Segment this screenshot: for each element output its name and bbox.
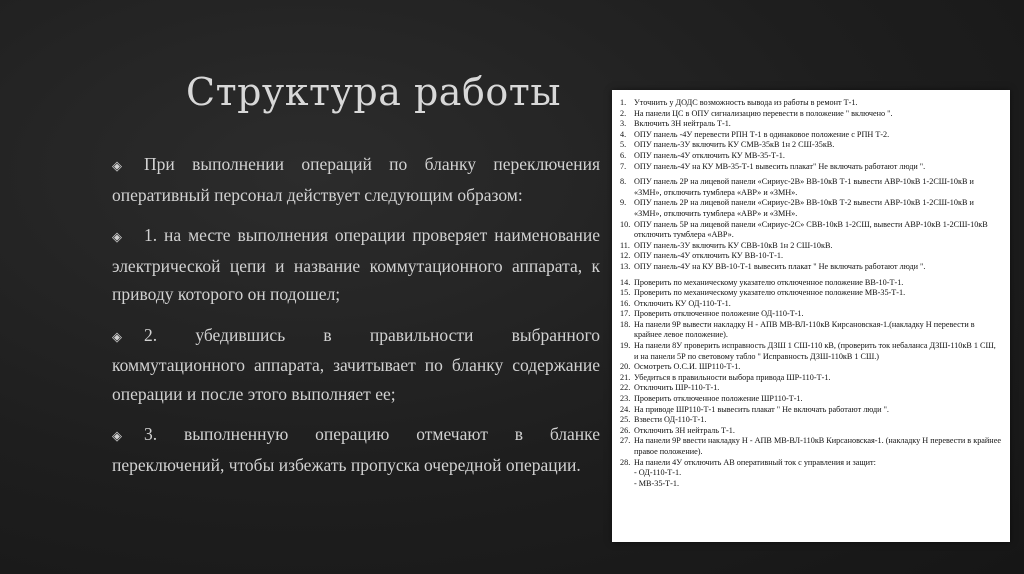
document-item-number: 17.	[620, 309, 631, 319]
document-item-text: ОПУ панель-3У включить КУ СМВ-35кВ 1н 2 СШ-35кВ.	[634, 140, 835, 150]
document-list-item	[620, 220, 1002, 241]
document-list-item	[620, 251, 1002, 262]
bullet-text: 2. убедившись в правильности выбранного коммутационного аппарата, зачитывает по бланку содержание операции и после этого выполняет ее;	[112, 324, 600, 404]
document-item-number: 25.	[620, 415, 631, 425]
document-item-text: Взвести ОД-110-Т-1.	[634, 415, 707, 425]
document-item-text: На панели 9Р ввести накладку Н - АПВ МВ-ВЛ-110кВ Кирсановская-1. (накладку Н перевести в крайнее правое положение).	[634, 436, 1001, 456]
document-list-item	[620, 394, 1002, 405]
diamond-bullet-icon: ◈	[112, 229, 122, 244]
document-item-number: 5.	[620, 140, 627, 150]
document-item-text: Отключить КУ ОД-110-Т-1.	[634, 298, 731, 308]
diamond-bullet-icon: ◈	[112, 158, 122, 173]
document-list-item	[620, 383, 1002, 394]
document-list-item	[620, 362, 1002, 373]
document-list-item	[620, 458, 1002, 469]
document-item-number	[620, 479, 634, 490]
document-list-item	[620, 278, 1002, 289]
document-list-item	[620, 262, 1002, 273]
document-item-number: 8.	[620, 177, 627, 187]
document-item-number: 24.	[620, 404, 631, 414]
document-item-text: На панели 4У отключить АВ оперативный ток с управления и защит:	[634, 457, 876, 467]
document-item-text: На панели 8У проверить исправность ДЗШ 1 СШ-110 кВ, (проверить ток небаланса ДЗШ-110кВ 1 СШ, и на панели 5Р по световому табло " Исправность ДЗШ-110кВ 1 СШ.)	[634, 341, 996, 361]
document-item-text: На панели ЦС в ОПУ сигнализацию перевести в положение " включено ".	[634, 108, 893, 118]
document-item-text: ОПУ панель -4У перевести РПН Т-1 в одинаковое положение с РПН Т-2.	[634, 129, 890, 139]
document-item-text: Осмотреть О.С.И. ШР110-Т-1.	[634, 362, 741, 372]
document-item-text: Проверить по механическому указателю отключенное положение ВВ-10-Т-1.	[634, 277, 904, 287]
bullet-text: 1. на месте выполнения операции проверяет наименование электрической цепи и название коммутационного аппарата, к приводу которого он подошел;	[112, 225, 600, 304]
document-list-item	[620, 177, 1002, 198]
document-list-item	[620, 130, 1002, 141]
document-item-number: 26.	[620, 425, 631, 435]
document-list-item	[620, 468, 1002, 479]
document-item-text: На приводе ШР110-Т-1 вывесить плакат " Не включать работают люди ".	[634, 404, 889, 414]
document-item-text: Уточнить у ДОДС возможность вывода из работы в ремонт Т-1.	[634, 98, 858, 107]
document-item-text: ОПУ панель 2Р на лицевой панели «Сириус-2В» ВВ-10кВ Т-1 вывести АВР-10кВ 1-2СШ-10кВ и «ЗМН», отключить тумблера «АВР» и «ЗМН».	[634, 177, 974, 197]
document-item-text: - МВ-35-Т-1.	[634, 478, 680, 488]
document-list-item	[620, 198, 1002, 219]
document-list-item	[620, 109, 1002, 120]
bullet-item	[112, 150, 600, 209]
bullet-item	[112, 420, 600, 479]
bullet-list	[112, 150, 600, 491]
slide-title: Структура работы	[186, 70, 561, 114]
document-list-item	[620, 162, 1002, 173]
document-item-number: 9.	[620, 198, 627, 208]
document-item-number: 18.	[620, 319, 631, 329]
document-item-number: 11.	[620, 240, 630, 250]
document-list-item	[620, 405, 1002, 416]
document-item-number: 27.	[620, 436, 631, 446]
bullet-item	[112, 321, 600, 409]
document-list-item	[620, 373, 1002, 384]
document-list-item	[620, 98, 1002, 109]
document-list-item	[620, 288, 1002, 299]
document-item-text: ОПУ панель-4У отключить КУ ВВ-10-Т-1.	[634, 251, 784, 261]
document-item-number: 19.	[620, 341, 631, 351]
document-item-number: 6.	[620, 150, 627, 160]
document-item-number: 21.	[620, 372, 631, 382]
document-item-text: Отключить ЗН нейтраль Т-1.	[634, 425, 735, 435]
document-item-text: На панели 9Р вывести накладку Н - АПВ МВ-ВЛ-110кВ Кирсановская-1.(накладку Н перевести в крайнее левое положение).	[634, 319, 975, 340]
document-item-number: 14.	[620, 277, 631, 287]
document-item-text: ОПУ панель-3У включить КУ СВВ-10кВ 1н 2 СШ-10кВ.	[634, 240, 833, 250]
document-item-number: 28.	[620, 457, 631, 467]
document-list-item	[620, 140, 1002, 151]
document-list-item	[620, 415, 1002, 426]
document-list-item	[620, 320, 1002, 341]
bullet-text: 3. выполненную операцию отмечают в бланке переключений, чтобы избежать пропуска очередной операции.	[112, 424, 600, 475]
document-item-number: 7.	[620, 161, 627, 171]
document-list-item	[620, 479, 1002, 490]
document-item-number: 4.	[620, 129, 627, 139]
document-list-item	[620, 341, 1002, 362]
document-list-item	[620, 426, 1002, 437]
document-item-number: 20.	[620, 362, 631, 372]
document-item-number: 23.	[620, 394, 631, 404]
document-item-number: 22.	[620, 383, 631, 393]
document-item-text: Проверить по механическому указателю отключенное положение МВ-35-Т-1.	[634, 288, 906, 298]
document-item-number: 1.	[620, 98, 627, 107]
document-list-item	[620, 436, 1002, 457]
document-item-text: Отключить ШР-110-Т-1.	[634, 383, 720, 393]
document-item-number: 16.	[620, 298, 631, 308]
document-item-text: Включить ЗН нейтраль Т-1.	[634, 119, 731, 129]
document-list-item	[620, 299, 1002, 310]
document-item-number: 13.	[620, 261, 631, 271]
document-list-item	[620, 241, 1002, 252]
document-item-number: 10.	[620, 219, 631, 229]
diamond-bullet-icon: ◈	[112, 328, 122, 344]
document-item-number	[620, 468, 634, 479]
document-list-item	[620, 309, 1002, 320]
document-item-text: Убедиться в правильности выбора привода ШР-110-Т-1.	[634, 372, 831, 382]
document-item-text: ОПУ панель-4У на КУ ВВ-10-Т-1 вывесить плакат " Не включать работают люди ".	[634, 261, 926, 271]
document-item-text: Проверить отключенное положение ШР110-Т-1.	[634, 394, 803, 404]
document-item-number: 15.	[620, 288, 631, 298]
diamond-bullet-icon: ◈	[112, 428, 122, 443]
document-list-item	[620, 151, 1002, 162]
document-list-item	[620, 119, 1002, 130]
document-item-number: 2.	[620, 108, 627, 118]
bullet-text: При выполнении операций по бланку переключения оперативный персонал действует следующим образом:	[112, 154, 600, 205]
document-item-text: Проверить отключенное положение ОД-110-Т-1.	[634, 309, 804, 319]
document-item-number: 3.	[620, 119, 627, 129]
switching-form-document	[612, 90, 1010, 542]
document-item-text: ОПУ панель-4У отключить КУ МВ-35-Т-1.	[634, 150, 785, 160]
document-item-text: ОПУ панель-4У на КУ МВ-35-Т-1 вывесить плакат" Не включать работают люди ".	[634, 161, 926, 171]
document-item-text: ОПУ панель 5Р на лицевой панели «Сириус-2С» СВВ-10кВ 1-2СШ, вывести АВР-10кВ 1-2СШ-10кВ отключить тумблера «АВР».	[634, 219, 988, 240]
document-item-number: 12.	[620, 251, 631, 261]
document-item-text: - ОД-110-Т-1.	[634, 468, 682, 478]
document-item-text: ОПУ панель 2Р на лицевой панели «Сириус-2В» ВВ-10кВ Т-2 вывести АВР-10кВ 1-2СШ-10кВ и «ЗМН», отключить тумблера «АВР» и «ЗМН».	[634, 198, 974, 218]
bullet-item	[112, 221, 600, 309]
